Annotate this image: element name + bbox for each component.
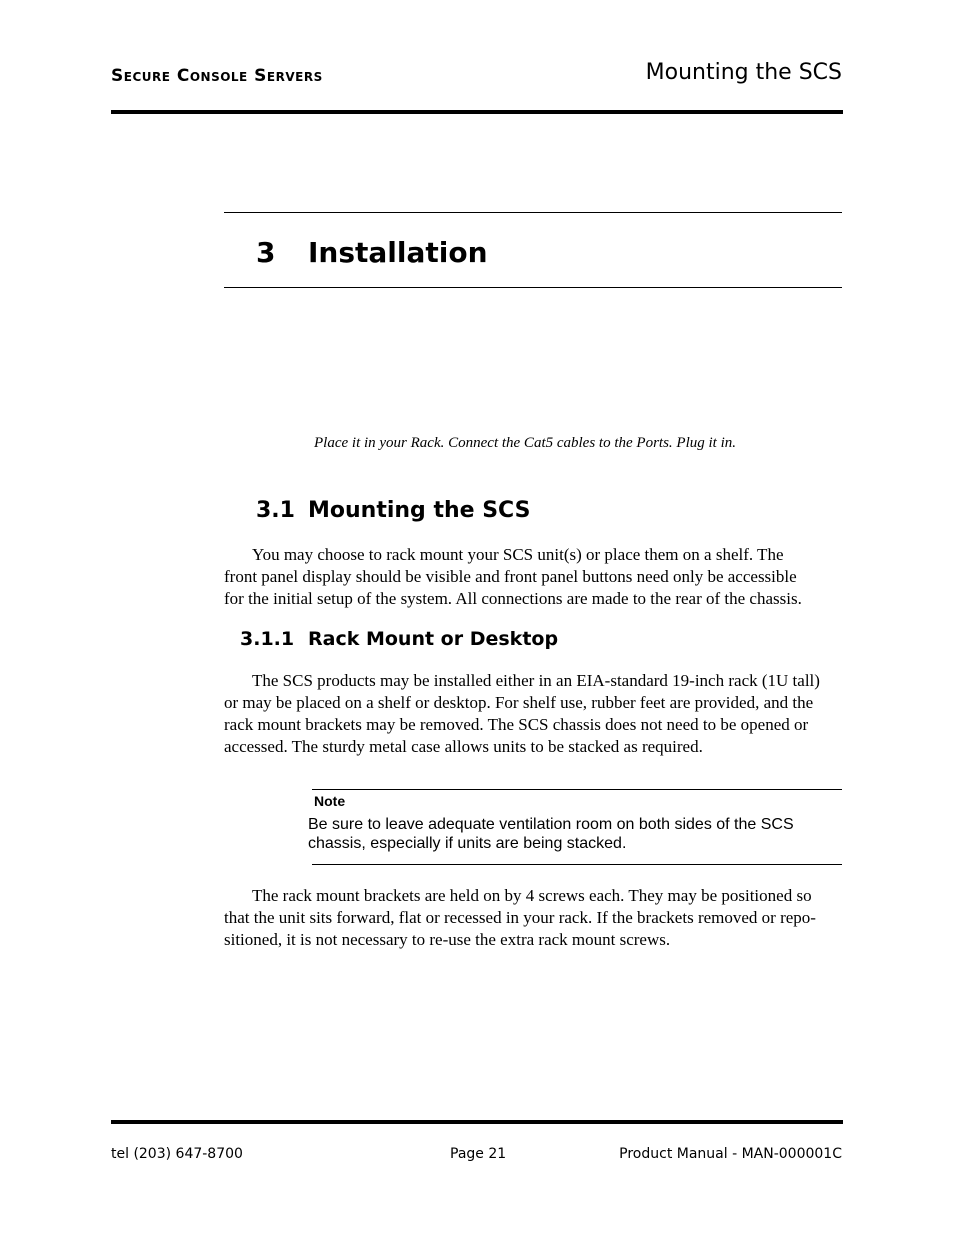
paragraph-line: The SCS products may be installed either in an EIA-standard 19-inch rack (1U tall)	[252, 671, 820, 690]
section-paragraph	[224, 544, 842, 610]
footer-page-number: Page 21	[450, 1146, 507, 1162]
paragraph-line: The rack mount brackets are held on by 4 screws each. They may be positioned so	[252, 886, 812, 905]
footer-phone: tel (203) 647-8700	[111, 1146, 243, 1162]
note-rule-bottom	[312, 864, 842, 865]
chapter-rule-top	[224, 212, 842, 213]
paragraph-line: front panel display should be visible and front panel buttons need only be accessible	[224, 567, 797, 586]
paragraph-line: or may be placed on a shelf or desktop. For shelf use, rubber feet are provided, and the	[224, 693, 814, 712]
note-line: Be sure to leave adequate ventilation room on both sides of the SCS	[308, 816, 794, 833]
note-rule-top	[312, 789, 842, 790]
chapter-title: Installation	[308, 236, 488, 269]
paragraph-line: You may choose to rack mount your SCS unit(s) or place them on a shelf. The	[252, 545, 784, 564]
subsection-title: Rack Mount or Desktop	[308, 628, 559, 650]
footer-manual-id: Product Manual - MAN-000001C	[619, 1146, 842, 1162]
note-text	[308, 815, 842, 853]
header-rule	[111, 110, 843, 114]
paragraph-line: rack mount brackets may be removed. The SCS chassis does not need to be opened or	[224, 715, 809, 734]
chapter-number: 3	[256, 236, 276, 269]
paragraph-line: accessed. The sturdy metal case allows units to be stacked as required.	[224, 737, 703, 756]
note-line: chassis, especially if units are being stacked.	[308, 835, 627, 852]
note-label: Note	[314, 793, 346, 809]
section-number: 3.1	[256, 498, 295, 523]
footer-rule	[111, 1120, 843, 1124]
section-title: Mounting the SCS	[308, 498, 531, 523]
paragraph-line: for the initial setup of the system. All connections are made to the rear of the chassis.	[224, 589, 802, 608]
paragraph-line: sitioned, it is not necessary to re-use the extra rack mount screws.	[224, 930, 671, 949]
subsection-paragraph-2	[224, 885, 842, 951]
running-header-title: Secure Console Servers	[111, 66, 323, 86]
subsection-number: 3.1.1	[240, 628, 295, 650]
paragraph-line: that the unit sits forward, flat or recessed in your rack. If the brackets removed or repo-	[224, 908, 816, 927]
running-header-section: Mounting the SCS	[645, 60, 842, 85]
chapter-epigraph: Place it in your Rack. Connect the Cat5 cables to the Ports. Plug it in.	[314, 435, 737, 451]
chapter-rule-bottom	[224, 287, 842, 288]
subsection-paragraph	[224, 670, 842, 758]
